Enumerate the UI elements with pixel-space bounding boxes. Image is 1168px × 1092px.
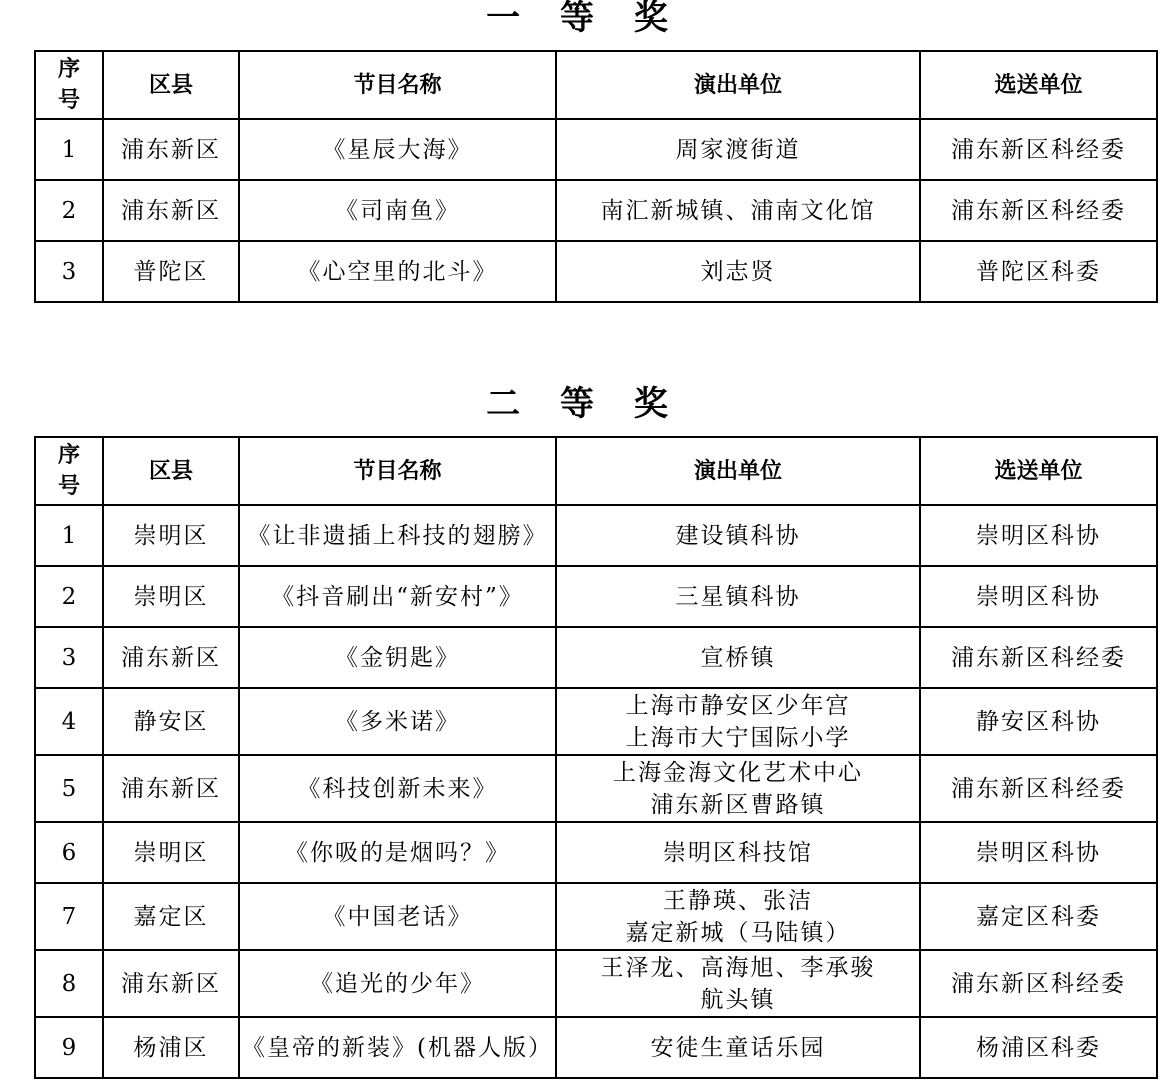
performer-line: 崇明区科技馆: [663, 839, 813, 866]
header-program-name: 节目名称: [239, 437, 556, 505]
district-cell: 崇明区: [103, 822, 239, 883]
header-performer: 演出单位: [556, 51, 920, 119]
district-cell: 浦东新区: [103, 180, 239, 241]
performer-line: 航头镇: [700, 986, 776, 1013]
performer-line: 建设镇科协: [675, 522, 801, 549]
program-name-cell: 《司南鱼》: [239, 180, 556, 241]
performer-line: 上海金海文化艺术中心: [613, 759, 863, 786]
district-cell: 浦东新区: [103, 119, 239, 180]
second-prize-table: [34, 436, 1158, 1079]
serial-number-cell: 2: [35, 566, 103, 627]
program-name-cell: 《皇帝的新装》(机器人版）: [239, 1017, 556, 1078]
submitter-cell: 静安区科协: [920, 688, 1157, 755]
performer-cell: [556, 688, 920, 755]
program-name-cell: 《科技创新未来》: [239, 755, 556, 822]
table-row: [35, 119, 1157, 180]
performer-line: 安徒生童话乐园: [650, 1034, 826, 1061]
submitter-cell: 浦东新区科经委: [920, 119, 1157, 180]
submitter-cell: 浦东新区科经委: [920, 180, 1157, 241]
submitter-cell: 崇明区科协: [920, 505, 1157, 566]
submitter-cell: 杨浦区科委: [920, 1017, 1157, 1078]
performer-line: 上海市静安区少年宫: [625, 692, 851, 719]
district-cell: 普陀区: [103, 241, 239, 302]
serial-number-cell: 3: [35, 241, 103, 302]
table-row: [35, 180, 1157, 241]
performer-cell: [556, 241, 920, 302]
performer-cell: [556, 180, 920, 241]
header-performer: 演出单位: [556, 437, 920, 505]
header-program-name: 节目名称: [239, 51, 556, 119]
header-submitter: 选送单位: [920, 437, 1157, 505]
header-serial-number: 序 号: [35, 51, 103, 119]
table-row: [35, 688, 1157, 755]
table-row: [35, 883, 1157, 950]
performer-line: 三星镇科协: [675, 583, 801, 610]
district-cell: 嘉定区: [103, 883, 239, 950]
table-row: [35, 566, 1157, 627]
submitter-cell: 普陀区科委: [920, 241, 1157, 302]
performer-line: 宣桥镇: [700, 644, 776, 671]
table-row: [35, 241, 1157, 302]
program-name-cell: 《金钥匙》: [239, 627, 556, 688]
header-district: 区县: [103, 437, 239, 505]
serial-number-cell: 8: [35, 950, 103, 1017]
district-cell: 静安区: [103, 688, 239, 755]
performer-cell: [556, 950, 920, 1017]
program-name-cell: 《多米诺》: [239, 688, 556, 755]
performer-line: 南汇新城镇、浦南文化馆: [600, 197, 876, 224]
program-name-cell: 《抖音刷出“新安村”》: [239, 566, 556, 627]
program-name-cell: 《让非遗插上科技的翅膀》: [239, 505, 556, 566]
table-row: [35, 1017, 1157, 1078]
table-header-row: [35, 437, 1157, 505]
serial-number-cell: 1: [35, 119, 103, 180]
district-cell: 崇明区: [103, 505, 239, 566]
performer-cell: [556, 883, 920, 950]
district-cell: 浦东新区: [103, 627, 239, 688]
performer-line: 周家渡街道: [675, 136, 801, 163]
submitter-cell: 嘉定区科委: [920, 883, 1157, 950]
submitter-cell: 浦东新区科经委: [920, 627, 1157, 688]
submitter-cell: 崇明区科协: [920, 566, 1157, 627]
district-cell: 崇明区: [103, 566, 239, 627]
header-district: 区县: [103, 51, 239, 119]
submitter-cell: 崇明区科协: [920, 822, 1157, 883]
table-row: [35, 950, 1157, 1017]
serial-number-cell: 2: [35, 180, 103, 241]
program-name-cell: 《心空里的北斗》: [239, 241, 556, 302]
performer-line: 王泽龙、高海旭、李承骏: [600, 954, 876, 981]
performer-cell: [556, 566, 920, 627]
performer-cell: [556, 119, 920, 180]
table-row: [35, 822, 1157, 883]
program-name-cell: 《中国老话》: [239, 883, 556, 950]
performer-line: 刘志贤: [700, 258, 776, 285]
district-cell: 杨浦区: [103, 1017, 239, 1078]
header-serial-number: 序 号: [35, 437, 103, 505]
table-header-row: [35, 51, 1157, 119]
performer-cell: [556, 1017, 920, 1078]
performer-line: 上海市大宁国际小学: [625, 724, 851, 751]
serial-number-cell: 5: [35, 755, 103, 822]
performer-cell: [556, 755, 920, 822]
performer-line: 嘉定新城（马陆镇）: [625, 919, 851, 946]
program-name-cell: 《星辰大海》: [239, 119, 556, 180]
program-name-cell: 《追光的少年》: [239, 950, 556, 1017]
serial-number-cell: 9: [35, 1017, 103, 1078]
header-submitter: 选送单位: [920, 51, 1157, 119]
serial-number-cell: 1: [35, 505, 103, 566]
performer-line: 王静瑛、张洁: [663, 887, 813, 914]
table-row: [35, 505, 1157, 566]
performer-cell: [556, 822, 920, 883]
district-cell: 浦东新区: [103, 755, 239, 822]
serial-number-cell: 4: [35, 688, 103, 755]
first-prize-title: 一 等 奖: [486, 0, 682, 38]
performer-cell: [556, 505, 920, 566]
serial-number-cell: 7: [35, 883, 103, 950]
performer-cell: [556, 627, 920, 688]
serial-number-cell: 3: [35, 627, 103, 688]
second-prize-title: 二 等 奖: [486, 384, 682, 424]
program-name-cell: 《你吸的是烟吗？》: [239, 822, 556, 883]
table-row: [35, 755, 1157, 822]
serial-number-cell: 6: [35, 822, 103, 883]
first-prize-table: [34, 50, 1158, 303]
submitter-cell: 浦东新区科经委: [920, 950, 1157, 1017]
district-cell: 浦东新区: [103, 950, 239, 1017]
submitter-cell: 浦东新区科经委: [920, 755, 1157, 822]
performer-line: 浦东新区曹路镇: [650, 791, 826, 818]
table-row: [35, 627, 1157, 688]
